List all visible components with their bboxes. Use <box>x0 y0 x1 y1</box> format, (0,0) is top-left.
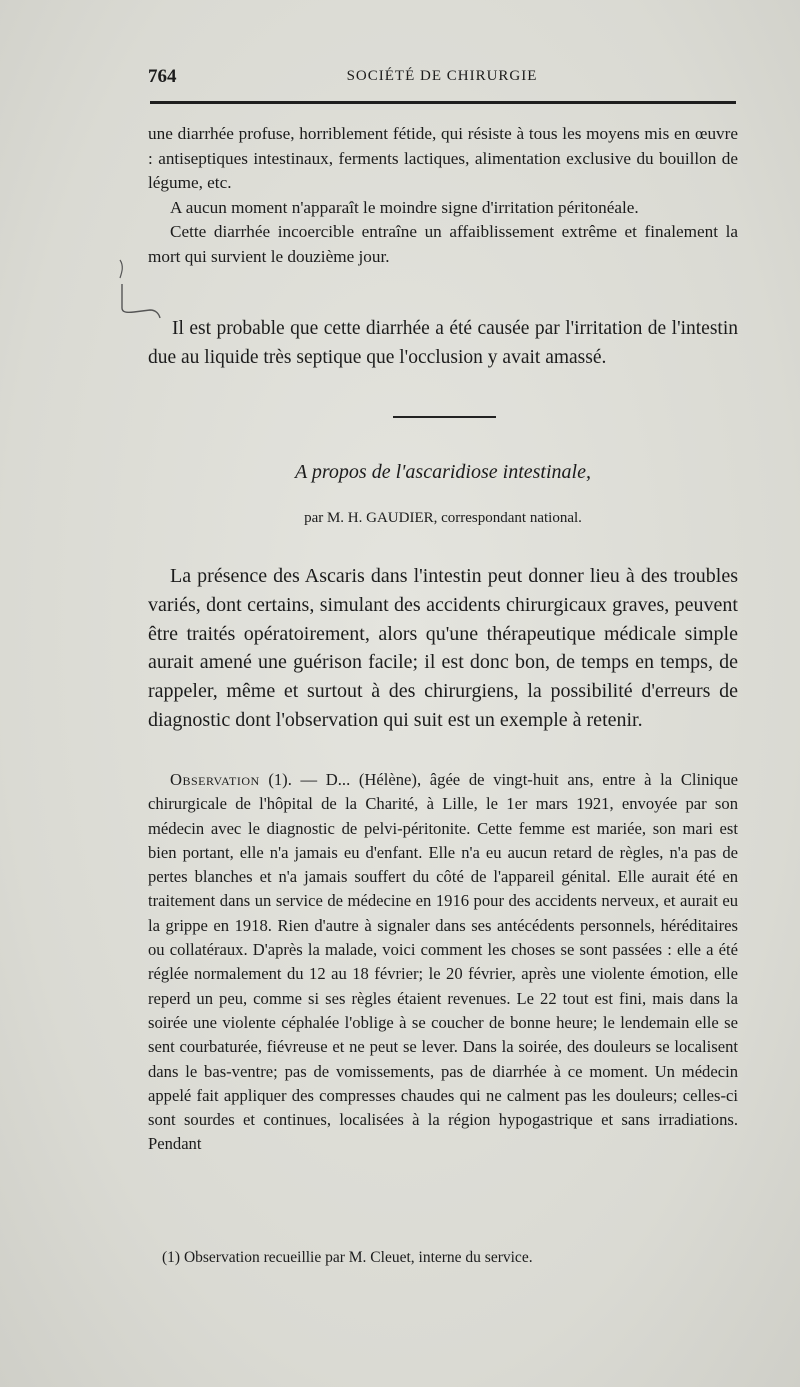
continuation-paragraph-1: une diarrhée profuse, horriblement fétide, qui résiste à tous les moyens mis en œuvre : antiseptiques intestinaux, ferments lactiques, alimentation exclusive du bouillon de légume, etc. <box>148 124 738 192</box>
pencil-bracket-mark <box>112 258 162 320</box>
article-intro <box>148 562 738 735</box>
conclusion-paragraph <box>148 314 738 372</box>
observation-label: Observation <box>170 770 260 789</box>
footnote: (1) Observation recueillie par M. Cleuet, interne du service. <box>162 1249 533 1266</box>
article-byline: par M. H. GAUDIER, correspondant national. <box>304 510 582 526</box>
observation-block <box>148 768 738 1157</box>
section-divider <box>393 416 496 418</box>
article-intro-text: La présence des Ascaris dans l'intestin peut donner lieu à des troubles variés, dont certains, simulant des accidents chirurgicaux graves, peuvent être traités opératoirement, alors qu'une thérapeutique médicale simple aurait amené une guérison facile; il est donc bon, de temps en temps, de rappeler, même et surtout à des chirurgiens, la possibilité d'erreurs de diagnostic dont l'observation qui suit est un exemple à retenir. <box>148 565 738 731</box>
page-header <box>148 62 736 92</box>
running-head: SOCIÉTÉ DE CHIRURGIE <box>346 68 538 84</box>
page-number: 764 <box>148 66 177 87</box>
continuation-paragraph-3: Cette diarrhée incoercible entraîne un affaiblissement extrême et finalement la mort qui survient le douzième jour. <box>148 222 738 266</box>
continuation-text <box>148 122 738 269</box>
conclusion-text: Il est probable que cette diarrhée a été causée par l'irritation de l'intestin due au liquide très septique que l'occlusion y avait amassé. <box>148 318 738 368</box>
continuation-paragraph-2: A aucun moment n'apparaît le moindre signe d'irritation péritonéale. <box>170 197 639 217</box>
article-title: A propos de l'ascaridiose intestinale, <box>295 461 591 483</box>
header-rule <box>150 101 736 104</box>
observation-text: (1). — D... (Hélène), âgée de vingt-huit ans, entre à la Clinique chirurgicale de l'hôpital de la Charité, à Lille, le 1er mars 1921, envoyée par son médecin avec le diagnostic de pelvi-péritonite. Cette femme est mariée, son mari est bien portant, elle n'a jamais eu d'enfant. Elle n'a eu aucun retard de règles, n'a pas de pertes blanches et n'a jamais souffert du côté de l'appareil génital. Elle aurait été en traitement dans un service de médecine en 1916 pour des accidents nerveux, et aurait eu la grippe en 1918. Rien d'autre à signaler dans ses antécédents personnels, héréditaires ou collatéraux. D'après la malade, voici comment les choses se sont passées : elle a été réglée normalement du 12 au 18 février; le 20 février, après une violente émotion, elle reperd un peu, comme si ses règles étaient revenues. Le 22 tout est fini, mais dans la soirée une violente céphalée l'oblige à se coucher de bonne heure; le lendemain elle se sent courbaturée, fiévreuse et ne peut se lever. Dans la soirée, des douleurs se localisent dans le bas-ventre; pas de vomissements, pas de diarrhée à ce moment. Un médecin appelé fait appliquer des compresses chaudes qui ne calment pas les douleurs; celles-ci sont sourdes et continues, localisées à la région hypogastrique et sans irradiations. Pendant <box>148 770 738 1154</box>
observation-paragraph <box>148 768 738 1157</box>
